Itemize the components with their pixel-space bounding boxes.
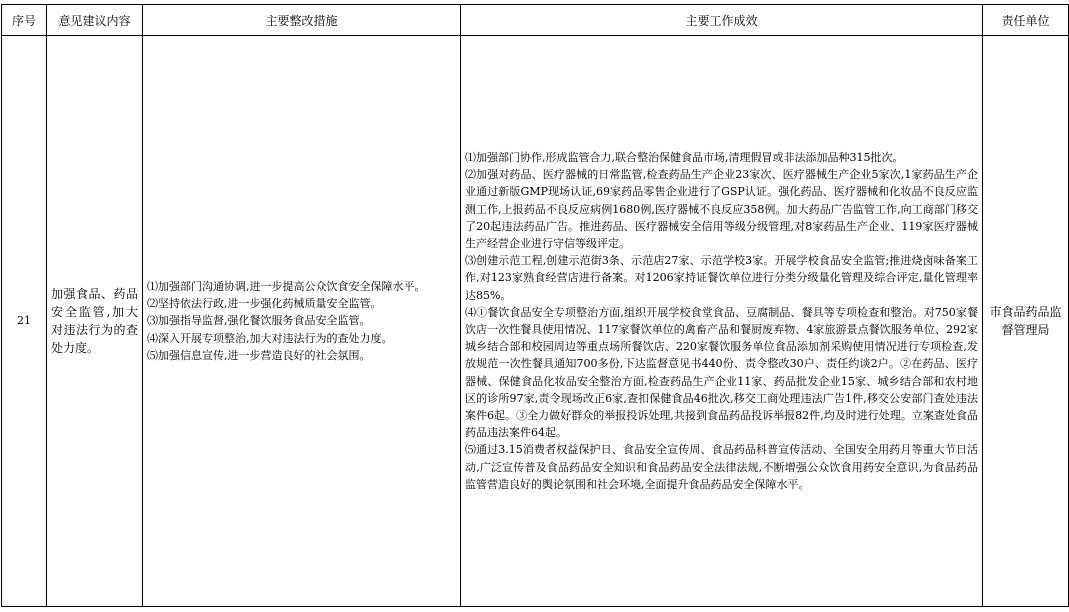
table-row: [2, 36, 1069, 607]
header-num: 序号: [2, 5, 47, 36]
cell-opinion: [47, 36, 143, 607]
measures-list: [147, 278, 456, 364]
measure-item: ⑶加强指导监督,强化餐饮服务食品安全监管。: [147, 314, 371, 328]
unit-text: 市食品药品监督管理局: [989, 305, 1062, 337]
result-item: ⑸通过3.15消费者权益保护日、食品安全宣传周、食品药品科普宣传活动、全国安全用药月等重大节日活动,广泛宣传普及食品药品安全知识和食品药品安全法律法规,不断增强公众饮食用药安全意识,为食品药品监管营造良好的舆论氛围和社会环境,全面提升食品药品安全保障水平。: [465, 443, 978, 491]
header-measures: 主要整改措施: [143, 5, 461, 36]
result-item: ⑷①餐饮食品安全专项整治方面,组织开展学校食堂食品、豆腐制品、餐具等专项检查和整治。对750家餐饮店一次性餐具使用情况、117家餐饮单位的禽畜产品和餐厨废弃物、4家旅游景点餐饮服务单位、292家城乡结合部和校园周边等重点场所餐饮店、220家餐饮服务单位食品添加剂采购使用情况进行专项检查,发放规范一次性餐具通知700多份,下达监督意见书440份、责令整改30户、责任约谈2户。②在药品、医疗器械、保健食品化妆品安全整治方面,检查药品生产企业11家、药品批发企业15家、城乡结合部和农村地区的诊所97家,责令现场改正6家,查扣保健食品46批次,移交工商处理违法广告1件,移交公安部门查处违法案件6起。③全力做好群众的举报投诉处理,共接到食品药品投诉举报82件,均及时进行处理。立案查处食品药品违法案件64起。: [465, 305, 978, 440]
rectification-table: [1, 4, 1069, 607]
result-item: ⑶创建示范工程,创建示范街3条、示范店27家、示范学校3家。开展学校食品安全监管;推进烧卤味备案工作,对123家熟食经营店进行备案。对1206家持证餐饮单位进行分类分级量化管理及综合评定,量化管理率达85%。: [465, 254, 978, 302]
header-results: 主要工作成效: [461, 5, 983, 36]
table-header-row: [2, 5, 1069, 36]
measure-item: ⑵坚持依法行政,进一步强化药械质量安全监管。: [147, 297, 382, 311]
opinion-text: 加强食品、药品安全监管,加大对违法行为的查处力度。: [51, 287, 138, 355]
cell-results: [461, 36, 983, 607]
measure-item: ⑴加强部门沟通协调,进一步提高公众饮食安全保障水平。: [147, 279, 426, 293]
result-item: ⑵加强对药品、医疗器械的日常监管,检查药品生产企业23家次、医疗器械生产企业5家次,1家药品生产企业通过新版GMP现场认证,69家药品零售企业进行了GSP认证。强化药品、医疗器械和化妆品不良反应监测工作,上报药品不良反应病例1680例,医疗器械不良反应358例。加大药品广告监管工作,向工商部门移交了20起违法药品广告。推进药品、医疗器械安全信用等级分级管理,对8家药品生产企业、119家医疗器械生产经营企业进行守信等级评定。: [465, 168, 978, 250]
measure-item: ⑸加强信息宣传,进一步营造良好的社会氛围。: [147, 348, 371, 362]
result-item: ⑴加强部门协作,形成监管合力,联合整治保健食品市场,清理假冒或非法添加品种315批次。: [465, 150, 904, 164]
header-unit: 责任单位: [983, 5, 1069, 36]
cell-measures: [143, 36, 461, 607]
measure-item: ⑷深入开展专项整治,加大对违法行为的查处力度。: [147, 331, 393, 345]
cell-num: 21: [2, 36, 47, 607]
header-opinion: 意见建议内容: [47, 5, 143, 36]
cell-unit: [983, 36, 1069, 607]
results-list: [465, 149, 978, 493]
